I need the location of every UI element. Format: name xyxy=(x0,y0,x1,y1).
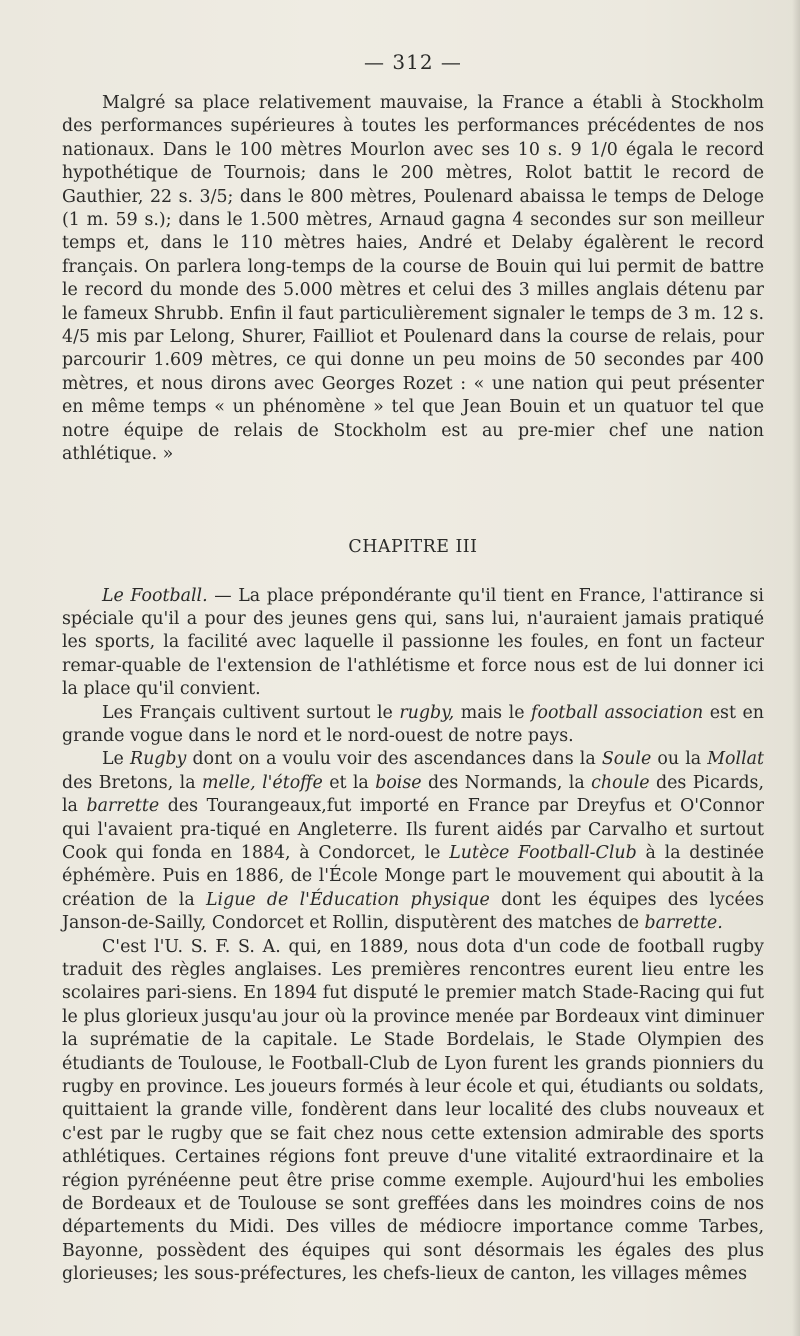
emphasis-football-association: football association xyxy=(531,702,704,723)
emphasis-soule: Soule xyxy=(601,749,652,770)
text-run: dont on a voulu voir des ascendances dans la xyxy=(186,749,602,770)
text-run: des Tourangeaux,fut importé en France par Dreyfus et O'Connor qui l'avaient pra-tiqué en Angleterre. Ils furent aidés par Carvalho et surtout Cook qui fonda en 1884, à Condorcet, le xyxy=(62,796,764,863)
text-run: Les Français cultivent surtout le xyxy=(102,702,400,723)
text-run: des Bretons, la xyxy=(62,772,202,793)
emphasis-boise: boise xyxy=(375,772,422,793)
text-run: est en grande vogue dans le nord et le nord-ouest de notre pays. xyxy=(62,702,764,746)
emphasis-lutece-football-club: Lutèce Football-Club xyxy=(449,842,637,863)
text-run: à la destinée éphémère. Puis en 1886, de l'École Monge part le mouvement qui aboutit à la création de la xyxy=(62,842,764,910)
emphasis-barrette-2: barrette. xyxy=(644,913,723,934)
page-edge-shadow xyxy=(792,0,800,1336)
text-run: et la xyxy=(322,772,376,793)
usfsa-paragraph: C'est l'U. S. F. S. A. qui, en 1889, nous dota d'un code de football rugby traduit des règles anglaises. Les premières rencontres eurent lieu entre les scolaires pari-siens. En 1894 fut disputé le premier match Stade-Racing qui fut le plus glorieux jusqu'au jour où la province menée par Bordeaux vint diminuer la suprématie de la capitale. Le Stade Bordelais, le Stade Olympien des étudiants de Toulouse, le Football-Club de Lyon furent les grands pionniers du rugby en province. Les joueurs formés à leur école et qui, étudiants ou soldats, quittaient la grande ville, fondèrent dans leur localité des clubs nouveaux et c'est par le rugby que se fait chez nous cette extension admirable des sports athlétiques. Certaines régions font preuve d'une vitalité extraordinaire et la région pyrénéenne peut être prise comme exemple. Aujourd'hui les embolies de Bordeaux et de Toulouse se sont greffées dans les moindres coins de nos départements du Midi. Des villes de médiocre importance comme Tarbes, Bayonne, possèdent des équipes qui sont désormais les égales des plus glorieuses; les sous-préfectures, les chefs-lieux de canton, les villages mêmes xyxy=(62,936,764,1285)
rugby-history-paragraph xyxy=(62,748,764,935)
emphasis-barrette: barrette xyxy=(86,796,160,817)
football-paragraph xyxy=(62,585,764,702)
emphasis-mollat: Mollat xyxy=(707,749,765,770)
emphasis-melle: melle, l'étoffe xyxy=(201,772,323,793)
intro-paragraph: Malgré sa place relativement mauvaise, la France a établi à Stockholm des performances supérieures à toutes les performances précédentes de nos nationaux. Dans le 100 mètres Mourlon avec ses 10 s. 9 1/0 égala le record hypothétique de Tournois; dans le 200 mètres, Rolot battit le record de Gauthier, 22 s. 3/5; dans le 800 mètres, Poulenard abaissa le temps de Deloge (1 m. 59 s.); dans le 1.500 mètres, Arnaud gagna 4 secondes sur son meilleur temps et, dans le 110 mètres haies, André et Delaby égalèrent le record français. On parlera long-temps de la course de Bouin qui lui permit de battre le record du monde des 5.000 mètres et celui des 3 milles anglais détenu par le fameux Shrubb. Enfin il faut particulièrement signaler le temps de 3 m. 12 s. 4/5 mis par Lelong, Shurer, Failliot et Poulenard dans la course de relais, pour parcourir 1.609 mètres, ce qui donne un peu moins de 50 secondes par 400 mètres, et nous dirons avec Georges Rozet : « une nation qui peut présenter en même temps « un phénomène » tel que Jean Bouin et un quatuor tel que notre équipe de relais de Stockholm est au pre-mier chef une nation athlétique. » xyxy=(62,93,764,465)
football-text: — La place prépondérante qu'il tient en France, l'attirance si spéciale qu'il a pour des jeunes gens qui, sans lui, n'auraient jamais pratiqué les sports, la facilité avec laquelle il passionne les foules, en font un facteur remar-quable de l'extension de l'athlétisme et force nous est de lui donner ici la place qu'il convient. xyxy=(62,585,764,700)
emphasis-ligue-education-physique: Ligue de l'Éducation physique xyxy=(205,889,490,910)
text-run: des Picards, la xyxy=(62,772,764,817)
text-run: des Normands, la xyxy=(421,772,592,793)
text-run: dont les équipes des lycées Janson-de-Sailly, Condorcet et Rollin, disputèrent des matches de xyxy=(62,889,764,934)
rugby-association-paragraph xyxy=(62,702,764,749)
section-lead: Le Football. xyxy=(102,585,208,606)
text-run: ou la xyxy=(651,749,708,770)
page-number: — 312 — xyxy=(364,50,462,74)
chapter-title: CHAPITRE III xyxy=(348,536,478,557)
emphasis-rugby: rugby, xyxy=(399,702,455,723)
emphasis-choule: choule xyxy=(591,772,650,793)
emphasis-rugby-title: Rugby xyxy=(129,749,187,770)
text-run: Le xyxy=(102,749,130,770)
text-run: mais le xyxy=(454,702,532,723)
